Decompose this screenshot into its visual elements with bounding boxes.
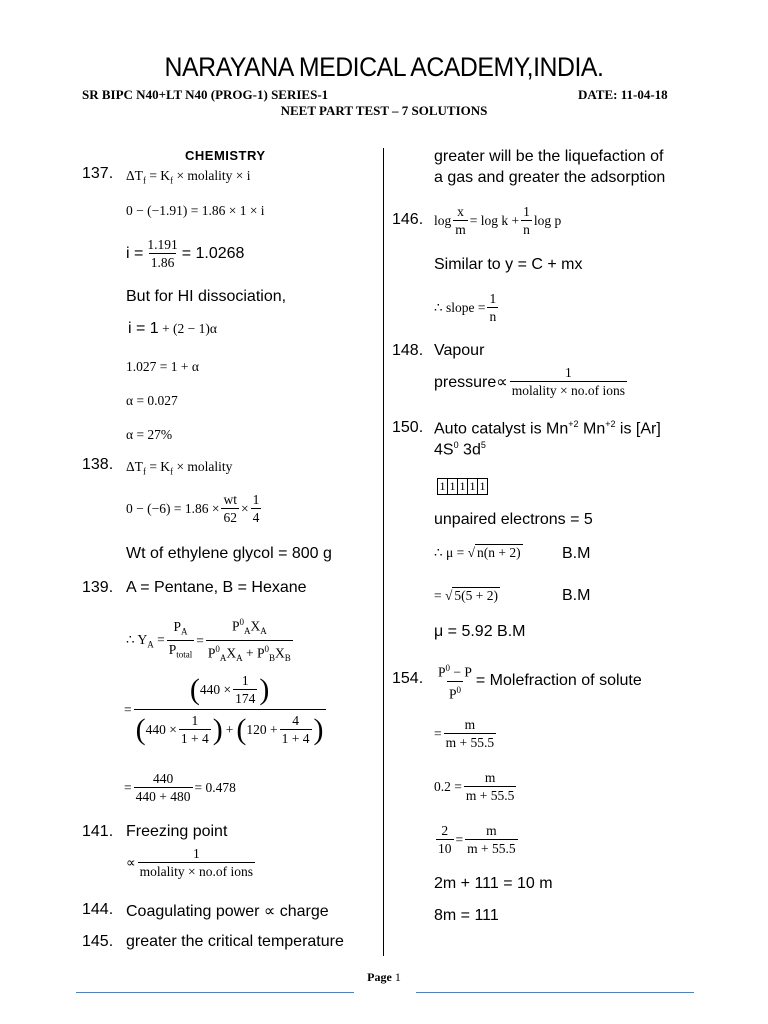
q139-line4: = $\frac{440}{440 + 480}$ = 0.478: [124, 771, 236, 804]
question-number-141: 141.: [82, 823, 114, 840]
q154-line2: = $\frac{m}{m + 55.5}$: [434, 717, 495, 750]
orbital-box: 1: [477, 478, 488, 495]
q150-line5: = √ 5(5 + 2): [434, 588, 499, 603]
question-number-148: 148.: [392, 342, 424, 359]
footer-rule-right: [416, 992, 694, 993]
q146-line1: log $\frac{x}{m}$ = log k + $\frac{1}{n}$ log p: [434, 204, 562, 237]
question-number-154: 154.: [392, 670, 424, 687]
q154-line6: 8m = 111: [434, 907, 499, 924]
q154-line5: 2m + 111 = 10 m: [434, 875, 553, 892]
orbital-box: 1: [467, 478, 478, 495]
column-divider: [383, 148, 384, 956]
q148-line1: Vapour: [434, 342, 485, 359]
question-number-144: 144.: [82, 901, 114, 918]
q138-line1: $\Delta T_f = K_f$ × molality: [126, 459, 233, 477]
question-number-146: 146.: [392, 211, 424, 228]
q139-line1: A = Pentane, B = Hexane: [126, 579, 307, 596]
q145-line3: a gas and greater the adsorption: [434, 169, 666, 186]
test-subtitle: NEET PART TEST – 7 SOLUTIONS: [280, 103, 488, 118]
page-label: Page: [367, 970, 392, 984]
orbital-box: 1: [437, 478, 448, 495]
q137-line1: $\Delta T_f = K_f$ × molality × i: [126, 168, 251, 186]
q150-line1: Auto catalyst is $Mn^{+2}$ $Mn^{+2}$ is [Ar]: [434, 419, 661, 438]
q137-line3: i = $\frac{1.191}{1.86}$ = 1.0268: [126, 237, 245, 270]
question-number-138: 138.: [82, 456, 114, 473]
q138-line3: Wt of ethylene glycol = 800 g: [126, 545, 332, 562]
page-footer: [0, 970, 768, 985]
question-number-137: 137.: [82, 165, 114, 182]
footer-rule-left: [76, 992, 354, 993]
q146-line2: Similar to y = C + mx: [434, 256, 583, 273]
q139-line3: = ( 440 × $\frac{1}{174}$ ) ( 440 × $\frac{1}{1 + 4}$ ) + ( 120 + $\frac{4}{1 + 4}$ ): [124, 672, 324, 746]
question-number-150: 150.: [392, 419, 424, 436]
page-title: NARAYANA MEDICAL ACADEMY,INDIA.: [164, 52, 604, 82]
q141-line1: Freezing point: [126, 823, 228, 840]
q141-line2: ∝ $\frac{1}{\text{molality × no.of ions}}$: [126, 846, 254, 879]
q150-line2: $4S^0$ $3d^5$: [434, 440, 486, 459]
orbital-box: 1: [447, 478, 458, 495]
q150-line6: μ = 5.92 B.M: [434, 623, 526, 640]
question-number-139: 139.: [82, 579, 114, 596]
q137-line6: 1.027 = 1 + α: [126, 359, 199, 374]
q137-line8: α = 27%: [126, 427, 173, 442]
q137-line4: But for HI dissociation,: [126, 288, 287, 305]
q154-line1: $\frac{P^0 - P}{P^0}$ = Molefraction of solute: [438, 663, 642, 701]
orbital-box: 1: [457, 478, 468, 495]
page-number: 1: [394, 970, 401, 984]
question-number-145: 145.: [82, 933, 114, 950]
section-heading: CHEMISTRY: [185, 148, 266, 163]
q137-line5: i = 1 + (2 − 1)α: [128, 320, 217, 337]
q139-line2: ∴ $Y_A$ = $\frac{P_A}{P_{total}}$ = $\frac{P^0_AX_A}{P^0_AX_A + P^0_BX_B}$: [126, 614, 295, 667]
orbital-boxes: [437, 478, 487, 495]
series-label: SR BIPC N40+LT N40 (PROG-1) SERIES-1: [82, 87, 329, 102]
q150-line4-unit: B.M: [562, 545, 591, 562]
q137-line7: α = 0.027: [126, 393, 178, 408]
q150-line3: unpaired electrons = 5: [434, 511, 593, 528]
q145-line2: greater will be the liquefaction of: [434, 148, 664, 165]
date-label: DATE: 11-04-18: [578, 87, 668, 102]
q145-line1: greater the critical temperature: [126, 933, 344, 950]
q138-line2: 0 − (−6) = 1.86 × $\frac{wt}{62}$ × $\frac{1}{4}$: [126, 492, 260, 525]
q150-line4: ∴ μ = √ n(n + 2): [434, 545, 521, 560]
q150-line5-unit: B.M: [562, 587, 591, 604]
q144-line1: Coagulating power ∝ charge: [126, 903, 329, 920]
q154-line4: $\frac{2}{10}$ = $\frac{m}{m + 55.5}$: [438, 823, 516, 856]
q154-line3: 0.2 = $\frac{m}{m + 55.5}$: [434, 770, 515, 803]
q137-line2: 0 − (−1.91) = 1.86 × 1 × i: [126, 203, 265, 218]
q148-line2: pressure∝ $\frac{1}{\text{molality × no.of ions}}$: [434, 365, 626, 398]
q146-line3: ∴ slope = $\frac{1}{n}$: [434, 291, 497, 324]
